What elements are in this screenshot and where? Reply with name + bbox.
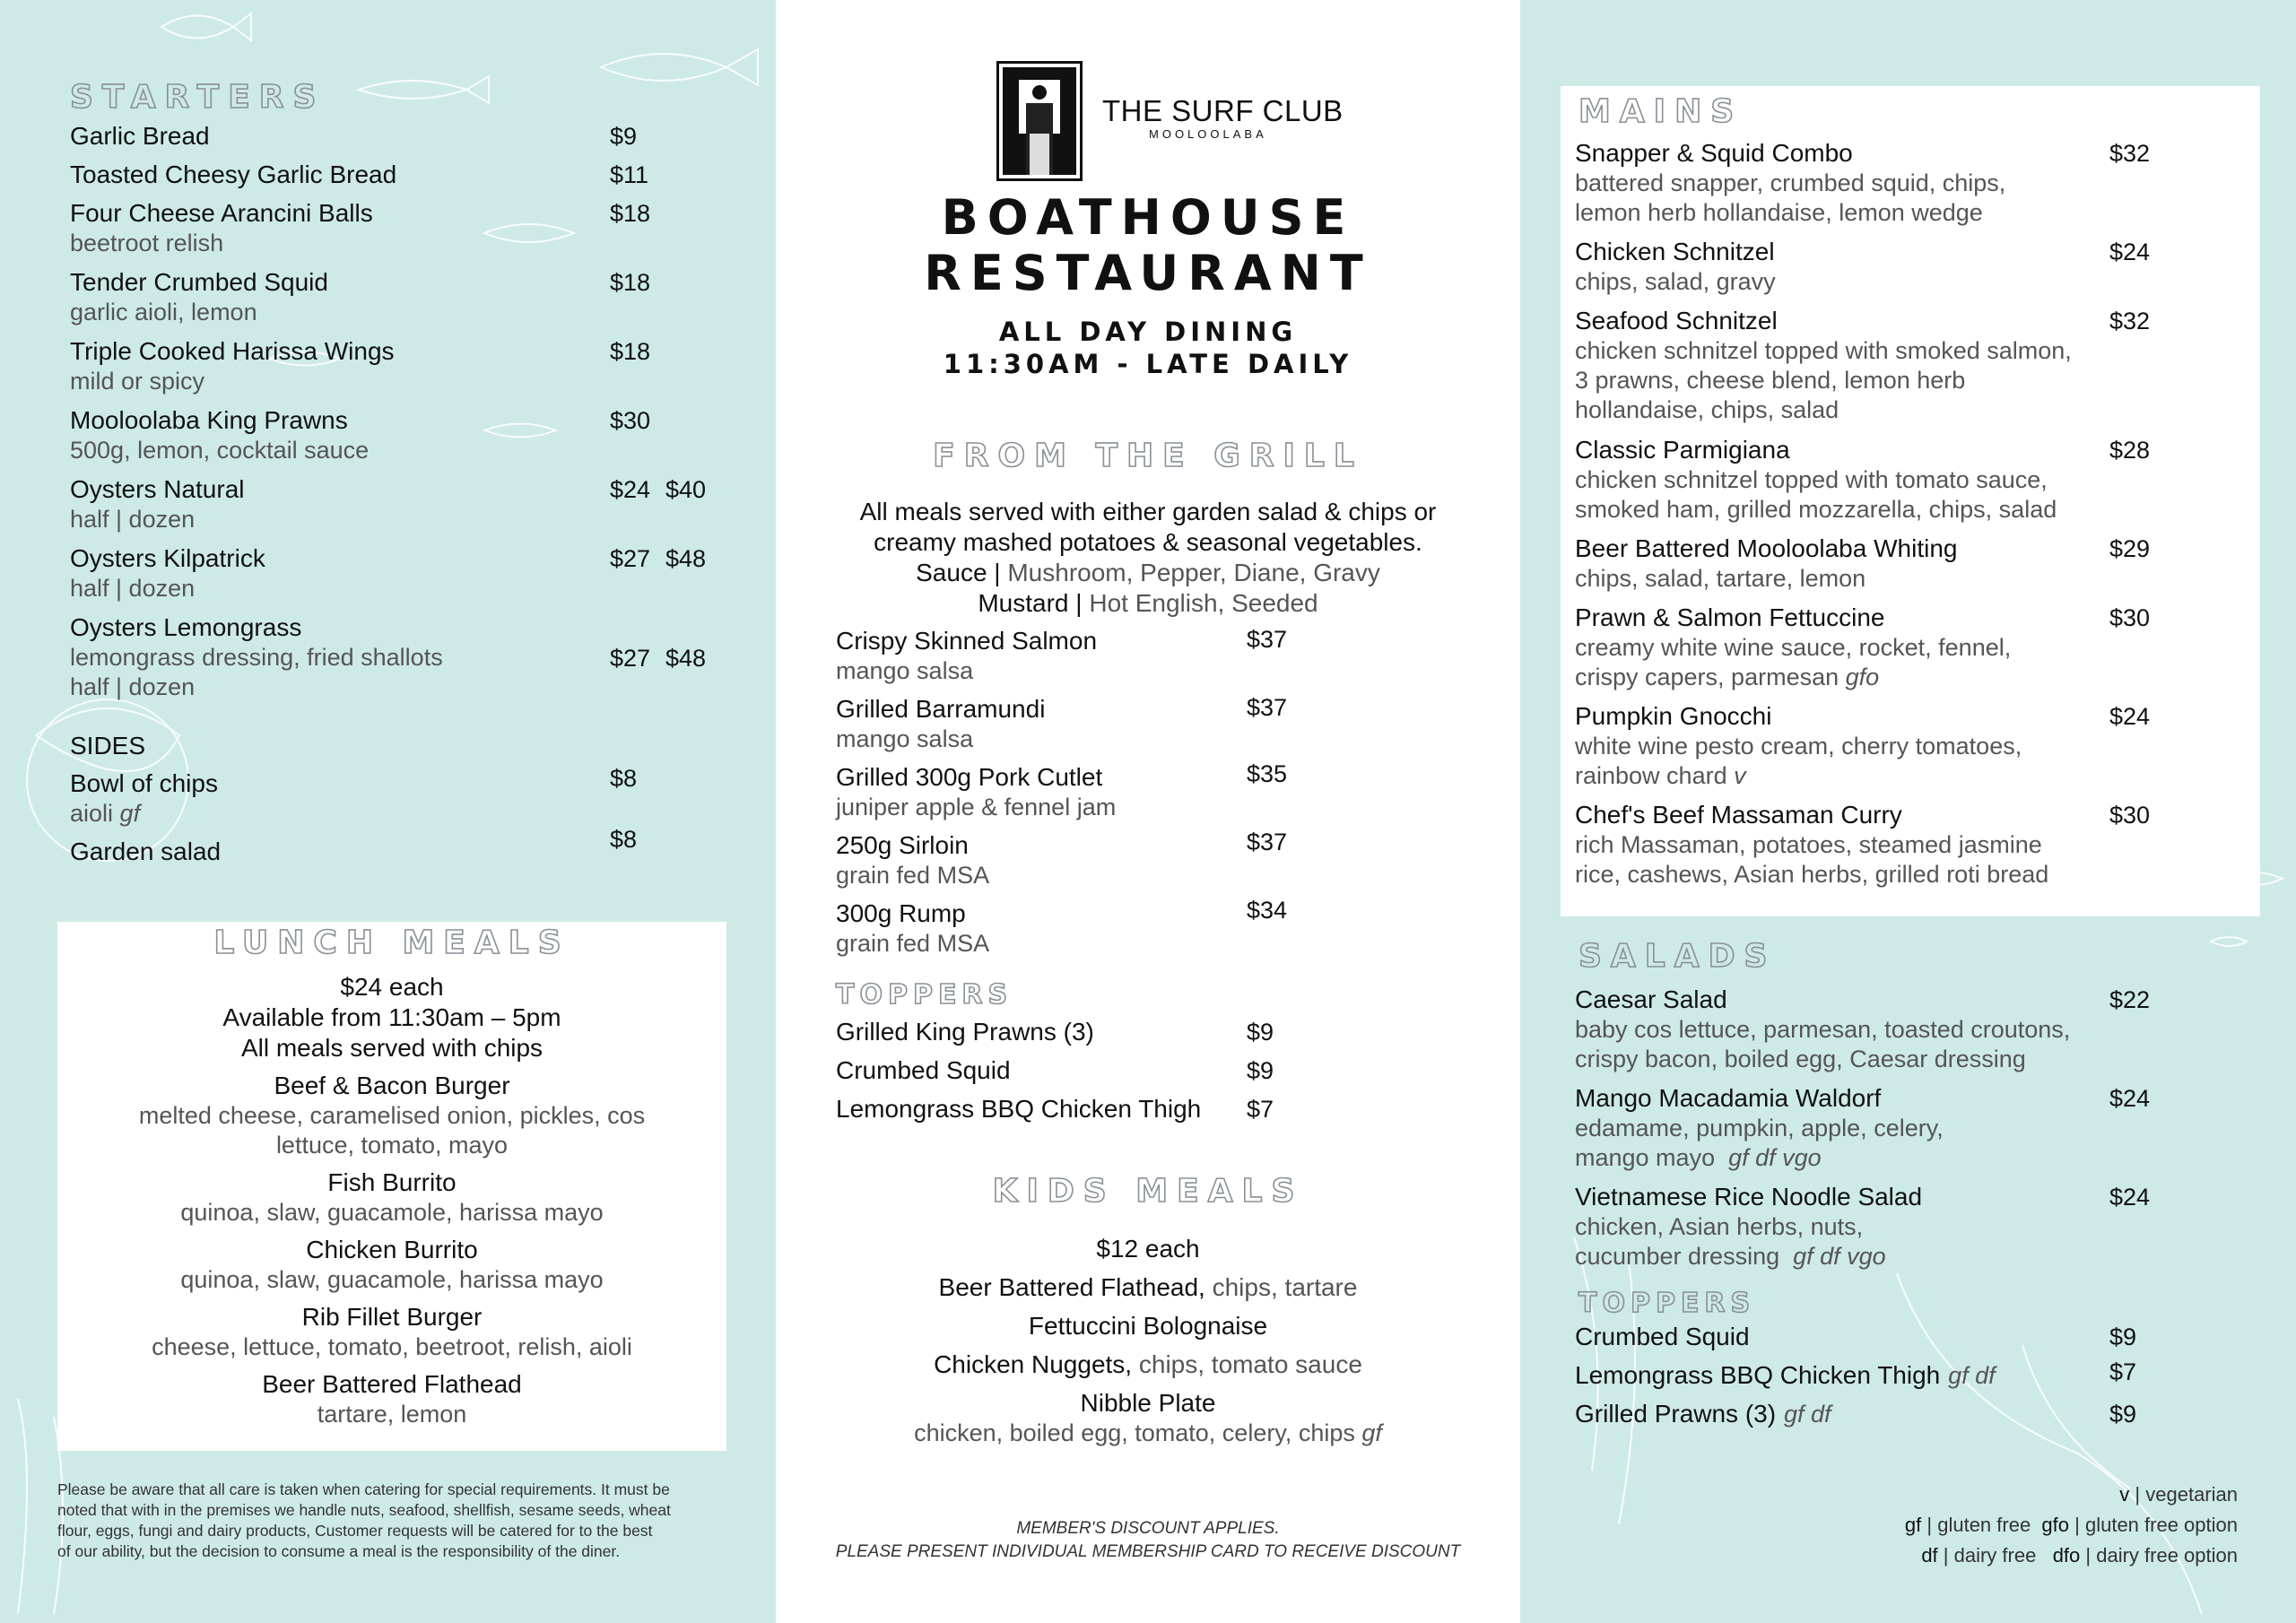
diet-legend <box>1905 1480 2238 1571</box>
item-name: Tender Crumbed Squid <box>70 268 328 296</box>
item-desc: quinoa, slaw, guacamole, harissa mayo <box>180 1199 604 1226</box>
list-item <box>70 267 734 336</box>
item-name: Oysters Lemongrass <box>70 613 302 641</box>
hours-line: 11:30AM - LATE DAILY <box>943 349 1353 379</box>
item-desc: chips, tartare <box>1212 1273 1358 1301</box>
grill-toppers-heading: TOPPERS <box>836 979 1013 1011</box>
item-desc: cucumber dressing <box>1575 1243 1780 1270</box>
legend-value: dairy free option <box>2096 1544 2238 1567</box>
list-item <box>836 898 1482 967</box>
list-item <box>1575 603 2239 701</box>
list-item <box>70 160 734 198</box>
list-item <box>57 1369 726 1429</box>
list-item <box>1575 534 2239 603</box>
grill-toppers-list <box>836 1017 1482 1133</box>
list-item <box>1575 985 2239 1083</box>
legend-key: v <box>2119 1483 2130 1506</box>
list-item <box>57 1167 726 1228</box>
item-price: $37 <box>1247 694 1288 721</box>
item-price: $32 <box>2109 308 2151 334</box>
diet-tag: gf df vgo <box>1728 1144 1822 1171</box>
list-item <box>1575 1399 2239 1437</box>
sauce-list: Mushroom, Pepper, Diane, Gravy <box>1007 559 1380 586</box>
item-name: Crispy Skinned Salmon <box>836 627 1098 655</box>
left-panel <box>0 0 776 1623</box>
legend-value: vegetarian <box>2145 1483 2238 1506</box>
list-item <box>776 1311 1520 1350</box>
item-name: Crumbed Squid <box>1575 1323 1750 1350</box>
item-desc: juniper apple & fennel jam <box>836 794 1117 820</box>
salads-list <box>1575 985 2239 1280</box>
item-desc: smoked ham, grilled mozzarella, chips, salad <box>1575 496 2057 523</box>
list-item <box>776 1350 1520 1388</box>
item-desc: half | dozen <box>70 506 196 533</box>
member-discount-note <box>776 1517 1520 1564</box>
list-item <box>1575 800 2239 898</box>
item-desc: lettuce, tomato, mayo <box>275 1132 509 1159</box>
mains-box <box>1561 86 2260 916</box>
item-name: Chicken Burrito <box>306 1236 478 1263</box>
item-desc: 3 prawns, cheese blend, lemon herb <box>1575 367 1966 394</box>
list-item <box>70 336 734 405</box>
salad-toppers-heading: TOPPERS <box>1578 1288 1756 1319</box>
title-line: RESTAURANT <box>924 245 1372 301</box>
item-price: $37 <box>1247 829 1288 855</box>
item-price: $30 <box>2109 802 2151 829</box>
list-item <box>776 1272 1520 1311</box>
list-item <box>1575 1322 2239 1360</box>
list-item <box>57 1071 726 1160</box>
brand-name: THE SURF CLUB <box>1102 94 1344 127</box>
kids-list <box>776 1234 1520 1448</box>
item-price: $24 <box>2109 1085 2151 1112</box>
lunch-heading: LUNCH MEALS <box>213 924 570 961</box>
item-price: $9 <box>1247 1019 1274 1046</box>
item-desc: tartare, lemon <box>317 1401 467 1428</box>
list-item <box>1575 1360 2239 1399</box>
item-price: $37 <box>1247 626 1288 653</box>
legend-row: v | vegetarian <box>2119 1483 2238 1506</box>
list-item <box>70 474 734 543</box>
item-price: $18 <box>610 269 651 296</box>
list-item <box>70 543 734 612</box>
item-name: Seafood Schnitzel <box>1575 307 1778 334</box>
member-line: PLEASE PRESENT INDIVIDUAL MEMBERSHIP CARD TO RECEIVE DISCOUNT <box>835 1542 1461 1561</box>
list-item <box>836 830 1482 898</box>
list-item <box>836 762 1482 830</box>
item-price: $30 <box>2109 604 2151 631</box>
item-name: Rib Fillet Burger <box>301 1303 483 1331</box>
list-item <box>1575 306 2239 435</box>
item-desc: beetroot relish <box>70 230 224 256</box>
item-price-dozen: $48 <box>665 645 707 672</box>
item-desc: chicken, Asian herbs, nuts, <box>1575 1213 1864 1240</box>
item-name: Lemongrass BBQ Chicken Thigh <box>1575 1361 1941 1389</box>
item-desc: garlic aioli, lemon <box>70 299 257 325</box>
item-name: Toasted Cheesy Garlic Bread <box>70 161 397 188</box>
item-desc: half | dozen <box>70 673 196 700</box>
item-price-dozen: $48 <box>665 545 707 572</box>
list-item <box>57 1235 726 1295</box>
item-desc: aioli <box>70 800 114 827</box>
item-price: $27 <box>610 545 651 572</box>
item-desc: half | dozen <box>70 575 196 602</box>
list-item <box>836 694 1482 762</box>
legend-key: gf <box>1904 1514 1922 1536</box>
item-name: Prawn & Salmon Fettuccine <box>1575 603 1885 631</box>
list-item <box>836 1017 1482 1055</box>
item-price: $24 <box>2109 703 2151 730</box>
item-desc: cheese, lettuce, tomato, beetroot, relish, aioli <box>152 1333 632 1360</box>
legend-row: gf | gluten free gfo | gluten free option <box>1904 1514 2238 1536</box>
salads-heading: SALADS <box>1578 938 1777 975</box>
legend-value: dairy free <box>1953 1544 2037 1567</box>
item-desc: creamy white wine sauce, rocket, fennel, <box>1575 634 2012 661</box>
item-price: $22 <box>2109 986 2151 1013</box>
item-desc: quinoa, slaw, guacamole, harissa mayo <box>180 1266 604 1293</box>
sauce-label: Sauce | <box>916 559 1001 586</box>
item-price-dozen: $40 <box>665 476 707 503</box>
lunch-meals-box <box>57 922 726 1451</box>
item-name: Mango Macadamia Waldorf <box>1575 1084 1882 1112</box>
item-name: Garden salad <box>70 838 222 865</box>
item-desc: chicken schnitzel topped with smoked salmon, <box>1575 337 2072 364</box>
item-name: Grilled Barramundi <box>836 695 1046 723</box>
item-desc: chicken schnitzel topped with tomato sauce, <box>1575 466 2048 493</box>
hours-line: ALL DAY DINING <box>998 317 1298 347</box>
sides-list <box>70 765 734 872</box>
starters-list <box>70 121 734 711</box>
item-desc: battered snapper, crumbed squid, chips, <box>1575 169 2006 196</box>
item-price: $24 <box>2109 239 2151 265</box>
legend-value: gluten free <box>1937 1514 2031 1536</box>
item-price: $9 <box>2109 1324 2137 1350</box>
item-desc: rich Massaman, potatoes, steamed jasmine <box>1575 831 2042 858</box>
item-name: Crumbed Squid <box>836 1056 1011 1084</box>
surf-club-logo <box>996 61 1083 181</box>
item-desc: edamame, pumpkin, apple, celery, <box>1575 1115 1944 1141</box>
item-name: Beer Battered Mooloolaba Whiting <box>1575 534 1958 562</box>
item-desc: 500g, lemon, cocktail sauce <box>70 437 370 464</box>
legend-value: gluten free option <box>2084 1514 2238 1536</box>
item-price: $29 <box>2109 535 2151 562</box>
item-name: Four Cheese Arancini Balls <box>70 199 373 227</box>
item-name: Chicken Schnitzel <box>1575 238 1775 265</box>
list-item <box>70 198 734 267</box>
allergen-disclaimer <box>57 1480 766 1562</box>
middle-panel <box>776 0 1520 1623</box>
item-price: $9 <box>610 123 638 150</box>
grill-intro-line: All meals served with either garden salad & chips or <box>859 498 1437 525</box>
nibble-plate-name: Nibble Plate <box>1080 1389 1216 1417</box>
item-name: Fettuccini Bolognaise <box>1028 1312 1268 1340</box>
sides-heading: SIDES <box>70 732 146 759</box>
diet-tag: v <box>1734 762 1746 789</box>
diet-tag: gfo <box>1845 664 1880 690</box>
list-item <box>1575 138 2239 237</box>
disclaimer-line: Please be aware that all care is taken when catering for special requirements. It must be <box>57 1480 670 1498</box>
legend-key: dfo <box>2052 1544 2081 1567</box>
item-price: $8 <box>610 826 638 853</box>
diet-tag: gf df vgo <box>1793 1243 1886 1270</box>
item-price: $7 <box>2109 1358 2137 1385</box>
item-desc: mango mayo <box>1575 1144 1716 1171</box>
disclaimer-line: of our ability, but the decision to consume a meal is the responsibility of the diner. <box>57 1542 621 1560</box>
item-desc: rainbow chard <box>1575 762 1727 789</box>
item-name: Snapper & Squid Combo <box>1575 139 1853 167</box>
member-line: MEMBER'S DISCOUNT APPLIES. <box>1016 1519 1280 1538</box>
item-name: Vietnamese Rice Noodle Salad <box>1575 1183 1923 1211</box>
item-price: $34 <box>1247 897 1288 924</box>
item-name: Bowl of chips <box>70 769 218 797</box>
legend-key: gfo <box>2041 1514 2070 1536</box>
grill-list <box>836 626 1482 967</box>
item-desc: mango salsa <box>836 657 974 684</box>
item-name: Chef's Beef Massaman Curry <box>1575 801 1902 829</box>
item-desc: mango salsa <box>836 725 974 752</box>
mustard-label: Mustard | <box>978 589 1083 617</box>
grill-heading: FROM THE GRILL <box>933 438 1363 474</box>
item-name: Mooloolaba King Prawns <box>70 406 348 434</box>
item-desc: lemon herb hollandaise, lemon wedge <box>1575 199 1983 226</box>
item-desc: rice, cashews, Asian herbs, grilled roti bread <box>1575 861 2049 888</box>
nibble-plate-desc: chicken, boiled egg, tomato, celery, chips <box>914 1419 1355 1446</box>
item-desc: white wine pesto cream, cherry tomatoes, <box>1575 733 2022 759</box>
item-price: $7 <box>1247 1096 1274 1123</box>
item-name: Beef & Bacon Burger <box>274 1072 510 1099</box>
item-price: $9 <box>2109 1401 2137 1428</box>
item-name: Triple Cooked Harissa Wings <box>70 337 395 365</box>
list-item <box>1575 701 2239 800</box>
diet-tag: gf <box>119 800 141 827</box>
item-desc: crispy capers, parmesan <box>1575 664 1839 690</box>
list-item <box>836 626 1482 694</box>
item-desc: chips, salad, gravy <box>1575 268 1776 295</box>
item-price: $35 <box>1247 760 1288 787</box>
list-item <box>836 1055 1482 1094</box>
item-price: $32 <box>2109 140 2151 167</box>
mains-list <box>1575 138 2239 898</box>
item-name: Pumpkin Gnocchi <box>1575 702 1772 730</box>
item-desc: chips, tomato sauce <box>1138 1350 1362 1378</box>
list-item <box>1575 435 2239 534</box>
item-price: $18 <box>610 338 651 365</box>
mustard-list: Hot English, Seeded <box>1089 589 1318 617</box>
item-price: $8 <box>610 765 638 792</box>
item-name: Lemongrass BBQ Chicken Thigh <box>836 1095 1202 1123</box>
item-desc: lemongrass dressing, fried shallots <box>70 644 443 671</box>
item-name: 250g Sirloin <box>836 831 969 859</box>
grill-intro-line: creamy mashed potatoes & seasonal vegetables. <box>874 528 1422 556</box>
item-name: Beer Battered Flathead <box>262 1370 522 1398</box>
item-desc: melted cheese, caramelised onion, pickles, cos <box>138 1102 646 1129</box>
list-item <box>836 1094 1482 1133</box>
item-price: $9 <box>1247 1057 1274 1084</box>
list-item <box>1575 1083 2239 1182</box>
diet-tag: gf <box>1361 1419 1382 1446</box>
diet-tag: gf df <box>1783 1401 1831 1428</box>
item-desc: mild or spicy <box>70 368 205 395</box>
item-name: Grilled Prawns (3) <box>1575 1400 1777 1428</box>
list-item <box>57 1302 726 1362</box>
item-desc: grain fed MSA <box>836 930 990 957</box>
item-price: $11 <box>610 161 649 188</box>
item-name: Caesar Salad <box>1575 985 1727 1013</box>
restaurant-title <box>776 190 1520 301</box>
item-price: $30 <box>610 407 651 434</box>
item-desc: baby cos lettuce, parmesan, toasted croutons, <box>1575 1016 2071 1043</box>
legend-key: df <box>1921 1544 1938 1567</box>
item-desc: grain fed MSA <box>836 862 990 889</box>
item-desc: crispy bacon, boiled egg, Caesar dressing <box>1575 1046 2026 1072</box>
surfer-logo-icon <box>1003 67 1076 175</box>
dining-hours <box>776 316 1520 380</box>
kids-heading: KIDS MEALS <box>992 1173 1304 1210</box>
list-item <box>1575 1182 2239 1280</box>
legend-row: df | dairy free dfo | dairy free option <box>1921 1544 2238 1567</box>
brand-sub: MOOLOOLABA <box>1149 127 1267 141</box>
item-desc: chips, salad, tartare, lemon <box>1575 565 1866 592</box>
salad-toppers-list <box>1575 1322 2239 1437</box>
item-price: $24 <box>2109 1184 2151 1211</box>
item-name: Grilled King Prawns (3) <box>836 1018 1094 1046</box>
lunch-intro-note: All meals served with chips <box>240 1034 544 1062</box>
item-price: $24 <box>610 476 651 503</box>
item-price: $28 <box>2109 437 2151 464</box>
lunch-intro-price: $24 each <box>340 973 444 1001</box>
item-price: $27 <box>610 645 651 672</box>
starters-heading: STARTERS <box>70 79 326 116</box>
item-name: Beer Battered Flathead, <box>938 1273 1205 1301</box>
list-item <box>70 121 734 160</box>
right-panel <box>1520 0 2296 1623</box>
grill-intro <box>776 497 1520 619</box>
item-name: 300g Rump <box>836 899 966 927</box>
disclaimer-line: noted that with in the premises we handle nuts, seafood, shellfish, sesame seeds, wheat <box>57 1501 671 1519</box>
disclaimer-line: flour, eggs, fungi and dairy products, Customer requests will be catered for to the best <box>57 1522 653 1540</box>
item-name: Chicken Nuggets, <box>934 1350 1133 1378</box>
item-name: Oysters Natural <box>70 475 245 503</box>
item-name: Classic Parmigiana <box>1575 436 1790 464</box>
lunch-intro-hours: Available from 11:30am – 5pm <box>222 1003 561 1031</box>
list-item <box>1575 237 2239 306</box>
item-price: $18 <box>610 200 651 227</box>
item-name: Grilled 300g Pork Cutlet <box>836 763 1103 791</box>
item-desc: hollandaise, chips, salad <box>1575 396 1839 423</box>
item-name: Oysters Kilpatrick <box>70 544 265 572</box>
list-item <box>70 405 734 474</box>
mains-heading: MAINS <box>1578 93 1744 130</box>
item-name: Fish Burrito <box>327 1168 457 1196</box>
list-item <box>70 612 734 711</box>
diet-tag: gf df <box>1948 1362 1996 1389</box>
list-item <box>70 826 734 872</box>
item-name: Garlic Bread <box>70 122 210 150</box>
kids-each-price: $12 each <box>1096 1235 1200 1263</box>
title-line: BOATHOUSE <box>941 189 1355 246</box>
